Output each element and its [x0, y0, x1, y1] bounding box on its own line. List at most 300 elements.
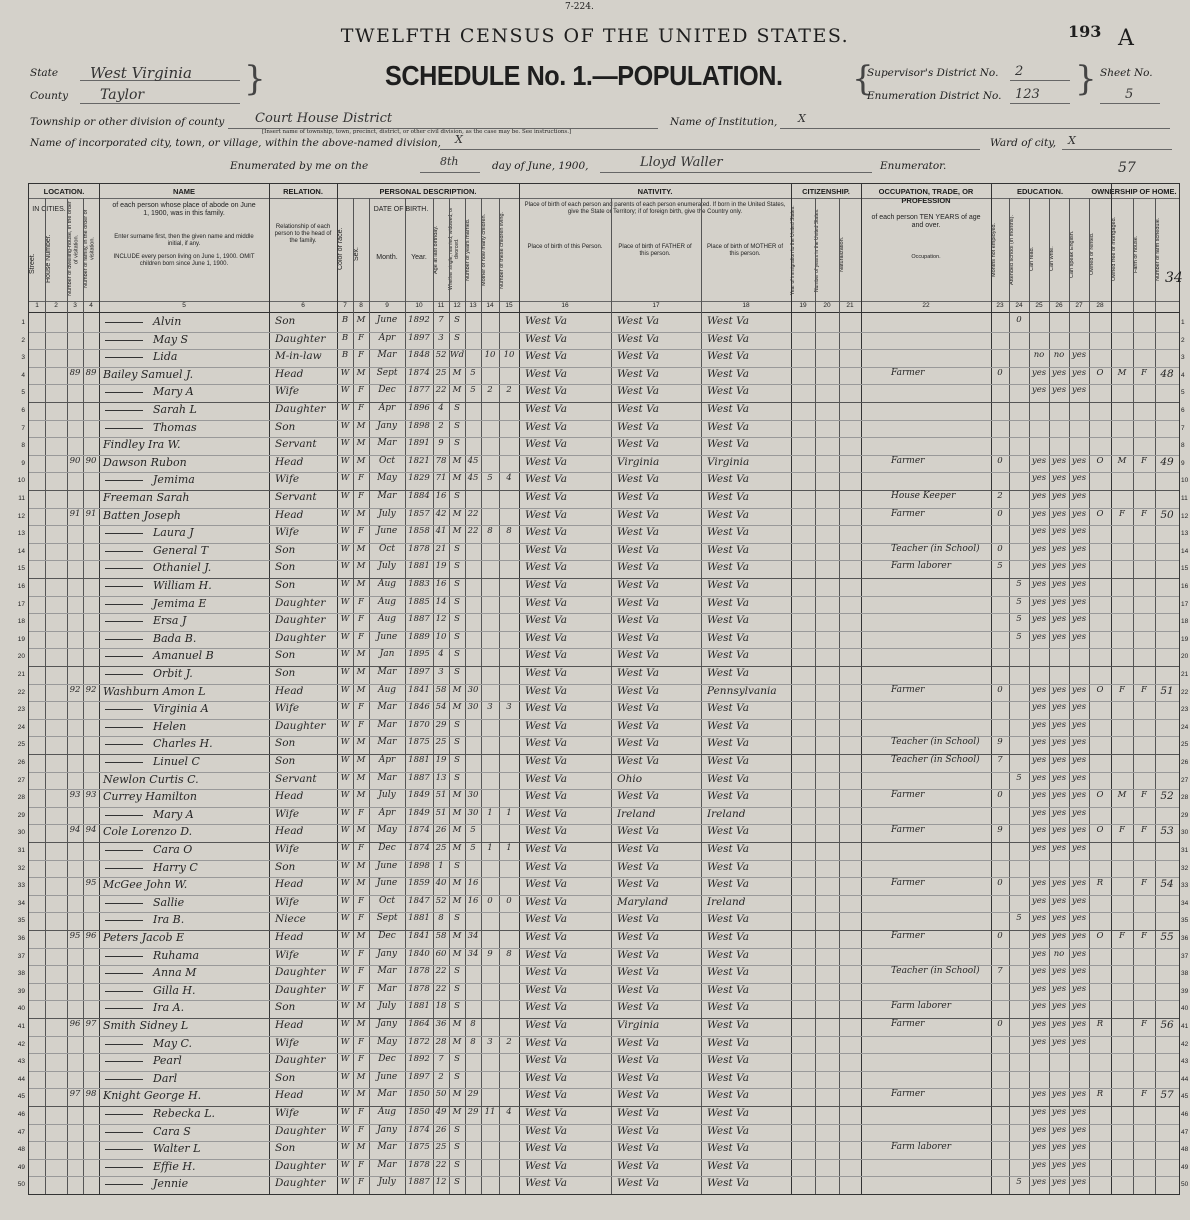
cell-age: 4: [438, 649, 444, 660]
line-number: 25: [17, 741, 25, 749]
birth-father-header: Place of birth of FATHER of this person.: [618, 244, 692, 257]
cell-read: yes: [1031, 913, 1047, 924]
cell-rel: Head: [275, 1089, 304, 1102]
line-number-right: 5: [1181, 389, 1185, 397]
person-name: Bada B.: [153, 631, 197, 645]
cell-age: 8: [438, 913, 444, 924]
cell-month: Mar: [377, 438, 397, 449]
cell-age: 60: [435, 948, 447, 959]
line-number: 34: [17, 899, 25, 907]
cell-sched: 50: [1160, 508, 1174, 521]
line-number: 6: [21, 407, 25, 414]
cell-month: Oct: [378, 455, 396, 466]
cell-year: 1881: [408, 561, 430, 572]
table-row: [17, 789, 1189, 807]
surname-ditto-dash: [105, 1079, 143, 1080]
cell-pb: West Va: [525, 1071, 567, 1084]
can-write-header: Can write.: [1049, 246, 1055, 272]
cell-pf: West Va: [617, 1107, 659, 1119]
cell-year: 1895: [408, 649, 430, 660]
cell-eng: yes: [1071, 737, 1087, 748]
cell-marital: S: [454, 614, 460, 625]
month-header: Month.: [376, 254, 398, 261]
name-include-header: INCLUDE every person living on June 1, 1900. OMIT children born since June 1, 1900.: [113, 254, 255, 267]
line-number: 42: [17, 1040, 25, 1048]
cell-pm: West Va: [707, 332, 749, 345]
cell-write: yes: [1051, 367, 1067, 378]
person-name: Jennie: [153, 1177, 189, 1191]
cell-color: W: [340, 878, 350, 889]
cell-write: yes: [1051, 843, 1067, 853]
cell-farm: F: [1141, 931, 1147, 941]
cell-pf: West Va: [617, 1001, 659, 1014]
cell-age: 41: [435, 526, 447, 537]
cell-year: 1850: [408, 1107, 430, 1117]
cell-read: yes: [1031, 543, 1047, 554]
cell-rel: Son: [275, 561, 296, 574]
cell-read: yes: [1031, 491, 1047, 501]
cell-year: 1841: [408, 931, 430, 941]
cell-eng: yes: [1071, 702, 1087, 713]
cell-month: Aug: [377, 614, 397, 625]
years-us-header: Number of years in the United States.: [814, 208, 820, 292]
cell-year: 1870: [408, 719, 430, 730]
cell-age: 14: [435, 596, 447, 607]
cell-age: 78: [435, 455, 447, 466]
cell-year: 1887: [408, 1177, 430, 1188]
cell-age: 29: [435, 719, 447, 730]
cell-month: Mar: [377, 667, 397, 677]
cell-sch: 5: [1016, 579, 1022, 589]
cell-ym: 5: [470, 367, 476, 378]
person-name: Jemima E: [153, 596, 207, 610]
cell-occ: Farmer: [891, 931, 925, 941]
cell-sex: M: [356, 1019, 366, 1029]
cell-month: July: [378, 1177, 396, 1188]
cell-color: W: [340, 1054, 350, 1065]
cell-year: 1849: [408, 807, 430, 818]
cell-rel: Daughter: [275, 1124, 326, 1137]
cell-pf: West Va: [617, 491, 659, 503]
cell-read: yes: [1031, 614, 1047, 625]
cell-month: Mar: [377, 350, 397, 361]
person-name: Bailey Samuel J.: [103, 367, 194, 381]
cell-month: Oct: [378, 895, 396, 906]
cell-age: 52: [435, 895, 447, 906]
cell-pb: West Va: [525, 332, 567, 345]
cell-color: W: [340, 807, 350, 818]
cell-pf: West Va: [617, 860, 659, 873]
cell-pb: West Va: [525, 1019, 567, 1031]
cell-occ: Farmer: [891, 367, 925, 378]
cell-farm: F: [1141, 1089, 1147, 1100]
cell-color: W: [340, 508, 350, 519]
cell-marital: S: [454, 491, 460, 501]
cell-read: yes: [1031, 1107, 1047, 1117]
cell-own: O: [1096, 931, 1104, 941]
cell-sch: 5: [1016, 913, 1022, 924]
cell-eng: yes: [1071, 579, 1087, 589]
line-number: 20: [17, 653, 25, 661]
cell-eng: yes: [1071, 596, 1087, 607]
cell-pf: West Va: [617, 1177, 659, 1190]
cell-marital: M: [452, 948, 462, 959]
cell-read: yes: [1031, 473, 1047, 484]
cell-sex: F: [358, 1177, 364, 1188]
enumerated-middle: day of June, 1900,: [492, 160, 589, 172]
cell-pf: West Va: [617, 473, 659, 486]
cell-eng: yes: [1071, 455, 1087, 466]
cell-age: 19: [435, 561, 447, 572]
cell-rel: Daughter: [275, 631, 326, 644]
cell-month: Jan: [379, 649, 395, 660]
cell-pm: West Va: [707, 561, 749, 574]
line-number-right: 12: [1181, 512, 1189, 520]
cell-pf: West Va: [617, 983, 659, 996]
cell-mu: 0: [997, 543, 1003, 554]
table-row: [17, 1176, 1189, 1194]
cell-marital: M: [452, 878, 462, 889]
cell-year: 1857: [408, 508, 430, 519]
cell-month: Aug: [377, 596, 397, 607]
cell-age: 22: [435, 966, 447, 977]
right-margin-mark: 34: [1165, 270, 1183, 286]
line-number: 46: [17, 1111, 25, 1118]
cell-color: W: [340, 438, 350, 449]
cell-age: 42: [435, 508, 447, 519]
cell-write: yes: [1051, 1001, 1067, 1012]
cell-age: 25: [435, 367, 447, 378]
cell-month: Oct: [378, 543, 396, 554]
cell-cl: 1: [506, 843, 512, 853]
cell-rel: Head: [275, 684, 304, 697]
line-number-right: 1: [1181, 319, 1185, 326]
cell-color: W: [340, 420, 350, 431]
cell-month: Jany: [377, 1124, 397, 1135]
line-number-right: 29: [1181, 811, 1189, 819]
cell-read: yes: [1031, 526, 1047, 537]
cell-pb: West Va: [525, 649, 567, 662]
cell-pm: Ireland: [707, 895, 746, 908]
line-number: 11: [18, 495, 25, 502]
cell-mu: 7: [997, 966, 1003, 977]
line-number: 47: [17, 1128, 25, 1136]
cell-eng: yes: [1071, 1159, 1087, 1170]
cell-marital: S: [454, 667, 460, 677]
cell-pf: West Va: [617, 420, 659, 433]
cell-age: 2: [438, 420, 444, 431]
cell-pb: West Va: [525, 561, 567, 574]
cell-read: yes: [1031, 737, 1047, 748]
cell-pb: West Va: [525, 825, 567, 838]
cell-read: yes: [1031, 825, 1047, 836]
cell-sex: M: [356, 1089, 366, 1100]
cell-rel: Son: [275, 543, 296, 556]
table-row: [17, 543, 1189, 561]
surname-ditto-dash: [105, 639, 143, 640]
cell-year: 1892: [408, 315, 430, 325]
column-number: 21: [846, 302, 854, 309]
surname-ditto-dash: [105, 991, 143, 992]
cell-color: B: [341, 332, 349, 343]
cell-pb: West Va: [525, 579, 567, 591]
cell-month: Apr: [378, 403, 396, 413]
person-name: Linuel C: [153, 755, 200, 768]
cell-month: May: [377, 1036, 397, 1047]
line-number: 22: [17, 688, 25, 696]
cell-pf: West Va: [617, 843, 659, 855]
cell-year: 1898: [408, 860, 430, 871]
cell-month: Mar: [377, 702, 397, 713]
cell-marital: M: [452, 931, 462, 941]
cell-color: W: [340, 491, 350, 501]
cell-mu: 5: [997, 561, 1003, 572]
cell-rel: Daughter: [275, 332, 326, 345]
cell-rel: Daughter: [275, 966, 326, 979]
cell-rel: Daughter: [275, 719, 326, 732]
table-row: [21, 384, 1185, 402]
cell-mc: 10: [484, 350, 496, 361]
cell-pf: West Va: [617, 508, 659, 521]
cell-age: 22: [435, 385, 447, 396]
cell-color: B: [341, 315, 349, 325]
cell-sex: M: [356, 455, 366, 466]
cell-pm: West Va: [707, 1124, 749, 1137]
sheet-number-stamp: 193: [1068, 22, 1102, 41]
column-number: 22: [922, 302, 930, 309]
birth-header: DATE OF BIRTH.: [373, 206, 429, 213]
line-number-right: 48: [1181, 1146, 1189, 1154]
cell-write: yes: [1051, 931, 1067, 941]
cell-age: 51: [435, 790, 447, 801]
cell-write: yes: [1051, 878, 1067, 889]
cell-year: 1897: [408, 667, 430, 677]
cell-pb: West Va: [525, 631, 567, 644]
cell-pm: West Va: [707, 913, 749, 926]
cell-color: W: [340, 843, 350, 853]
cell-sex: F: [358, 596, 364, 607]
cell-pb: West Va: [525, 1177, 567, 1190]
cell-age: 7: [438, 1054, 444, 1065]
cell-mu: 0: [997, 684, 1003, 695]
group-citizenship: CITIZENSHIP.: [802, 187, 850, 196]
cell-mc: 9: [487, 948, 493, 959]
cell-fam: 90: [85, 455, 97, 466]
column-number: 24: [1015, 302, 1023, 309]
cell-dw: 96: [69, 1019, 81, 1029]
cell-ym: 16: [467, 878, 479, 889]
person-name: Knight George H.: [103, 1089, 202, 1103]
column-number: 4: [89, 302, 93, 309]
cell-pf: West Va: [617, 367, 659, 380]
cell-marital: S: [454, 737, 460, 748]
cell-pf: West Va: [617, 878, 659, 891]
cell-pb: West Va: [525, 1001, 567, 1014]
cell-month: Apr: [378, 755, 396, 765]
cell-ym: 8: [470, 1036, 476, 1047]
cell-sex: F: [358, 403, 364, 413]
line-number: 3: [21, 354, 25, 362]
cell-year: 1875: [408, 737, 430, 748]
surname-ditto-dash: [105, 604, 143, 605]
cell-month: Mar: [377, 1142, 397, 1153]
cell-own: R: [1096, 878, 1104, 889]
person-name: Walter L: [153, 1142, 201, 1156]
cell-read: yes: [1031, 631, 1047, 642]
cell-age: 25: [435, 843, 447, 853]
line-number: 40: [17, 1005, 25, 1013]
cell-eng: yes: [1071, 931, 1087, 941]
cell-marital: S: [454, 332, 460, 343]
surname-ditto-dash: [105, 1149, 143, 1150]
cell-rel: Wife: [275, 807, 300, 820]
schedule-title: SCHEDULE No. 1.—POPULATION.: [385, 60, 783, 91]
cell-read: yes: [1031, 931, 1047, 941]
cell-write: yes: [1051, 1124, 1067, 1135]
table-row: [21, 332, 1185, 350]
cell-pb: West Va: [525, 983, 567, 996]
table-row: [17, 948, 1189, 966]
table-row: [17, 1124, 1189, 1142]
cell-year: 1881: [408, 755, 430, 765]
person-name: Washburn Amon L: [103, 684, 206, 698]
line-number-right: 41: [1181, 1023, 1189, 1030]
cell-month: Mar: [377, 737, 397, 748]
cell-sch: 0: [1016, 315, 1022, 325]
line-number: 9: [21, 459, 25, 467]
line-number-right: 17: [1181, 600, 1189, 608]
cell-write: yes: [1051, 825, 1067, 836]
line-number: 15: [17, 565, 25, 573]
cell-dw: 89: [69, 367, 81, 378]
cell-dw: 91: [69, 508, 81, 519]
cell-mu: 0: [997, 367, 1003, 378]
cell-marital: M: [452, 385, 462, 396]
cell-write: yes: [1051, 790, 1067, 801]
cell-pf: West Va: [617, 1071, 659, 1084]
cell-pb: West Va: [525, 1124, 567, 1137]
cell-pf: West Va: [617, 631, 659, 644]
cell-sex: F: [358, 719, 364, 730]
cell-own: O: [1096, 367, 1104, 378]
enumeration-value: 123: [1015, 87, 1040, 102]
cell-eng: yes: [1071, 561, 1087, 572]
cell-pf: Virginia: [617, 1019, 660, 1031]
person-name: May S: [153, 332, 189, 346]
line-number-right: 4: [1181, 371, 1185, 379]
person-name: Alvin: [153, 315, 182, 328]
cell-write: no: [1053, 948, 1065, 959]
cell-age: 36: [435, 1019, 447, 1029]
cell-year: 1874: [408, 843, 430, 853]
person-name: Dawson Rubon: [103, 455, 187, 469]
table-row: [21, 314, 1185, 332]
cell-read: yes: [1031, 561, 1047, 572]
person-name: Currey Hamilton: [103, 790, 197, 804]
line-number-right: 23: [1181, 706, 1189, 714]
table-row: [17, 736, 1189, 754]
sheet-letter: A: [1118, 26, 1134, 51]
cell-color: W: [340, 1036, 350, 1047]
cell-ym: 45: [467, 473, 479, 484]
column-number: 15: [505, 302, 513, 309]
cell-age: 2: [438, 1071, 444, 1082]
cell-pm: West Va: [707, 737, 749, 750]
cell-marital: M: [452, 526, 462, 537]
line-number: 12: [17, 512, 25, 520]
cell-sch: 5: [1016, 772, 1022, 783]
table-row: [17, 631, 1189, 649]
column-number: 10: [415, 302, 423, 309]
cell-sched: 53: [1160, 825, 1174, 838]
cell-write: yes: [1051, 702, 1067, 713]
cell-cl: 10: [503, 350, 515, 361]
cell-read: yes: [1031, 790, 1047, 801]
line-number-right: 18: [1181, 618, 1189, 626]
column-number: 16: [561, 302, 569, 309]
cell-year: 1847: [408, 895, 430, 906]
cell-sex: M: [356, 860, 366, 871]
cell-year: 1846: [408, 702, 430, 713]
cell-pf: West Va: [617, 350, 659, 363]
cell-sched: 54: [1160, 878, 1174, 891]
cell-pf: West Va: [617, 1036, 659, 1049]
cell-pf: West Va: [617, 332, 659, 345]
cell-year: 1850: [408, 1089, 430, 1100]
cell-pm: West Va: [707, 631, 749, 644]
cell-color: W: [340, 1177, 350, 1188]
surname-ditto-dash: [105, 1061, 143, 1062]
cell-fam: 94: [85, 825, 97, 836]
cell-age: 18: [435, 1001, 447, 1012]
cell-pm: West Va: [707, 438, 749, 451]
cell-dw: 95: [69, 931, 81, 941]
cell-eng: yes: [1071, 807, 1087, 818]
cell-marital: M: [452, 367, 462, 378]
cell-sex: M: [356, 579, 366, 589]
cell-month: Aug: [377, 684, 397, 695]
cell-sex: M: [356, 1142, 366, 1153]
cell-color: W: [340, 825, 350, 836]
cell-fam: 93: [85, 790, 97, 801]
county-label: County: [30, 90, 69, 102]
cell-sex: M: [356, 931, 366, 941]
person-name: Darl: [153, 1071, 178, 1085]
cell-occ: Teacher (in School): [891, 543, 980, 554]
cell-free: F: [1119, 508, 1125, 519]
table-row: [17, 1159, 1189, 1177]
cell-pb: West Va: [525, 596, 567, 609]
cell-write: yes: [1051, 455, 1067, 466]
cell-write: yes: [1051, 807, 1067, 818]
cell-year: 1897: [408, 332, 430, 343]
surname-ditto-dash: [105, 709, 143, 710]
birth-person-header: Place of birth of this Person.: [527, 244, 603, 250]
line-number: 50: [17, 1181, 25, 1189]
cell-sex: M: [356, 825, 366, 836]
cell-color: W: [340, 579, 350, 589]
cell-own: R: [1096, 1019, 1104, 1029]
surname-ditto-dash: [105, 428, 143, 429]
cell-color: W: [340, 719, 350, 730]
cell-write: yes: [1051, 983, 1067, 994]
supervisor-value: 2: [1015, 64, 1024, 79]
cell-rel: M-in-law: [275, 350, 322, 363]
cell-eng: yes: [1071, 948, 1087, 959]
cell-cl: 4: [506, 1107, 512, 1117]
line-number-right: 10: [1181, 477, 1189, 485]
cell-eng: yes: [1071, 385, 1087, 396]
